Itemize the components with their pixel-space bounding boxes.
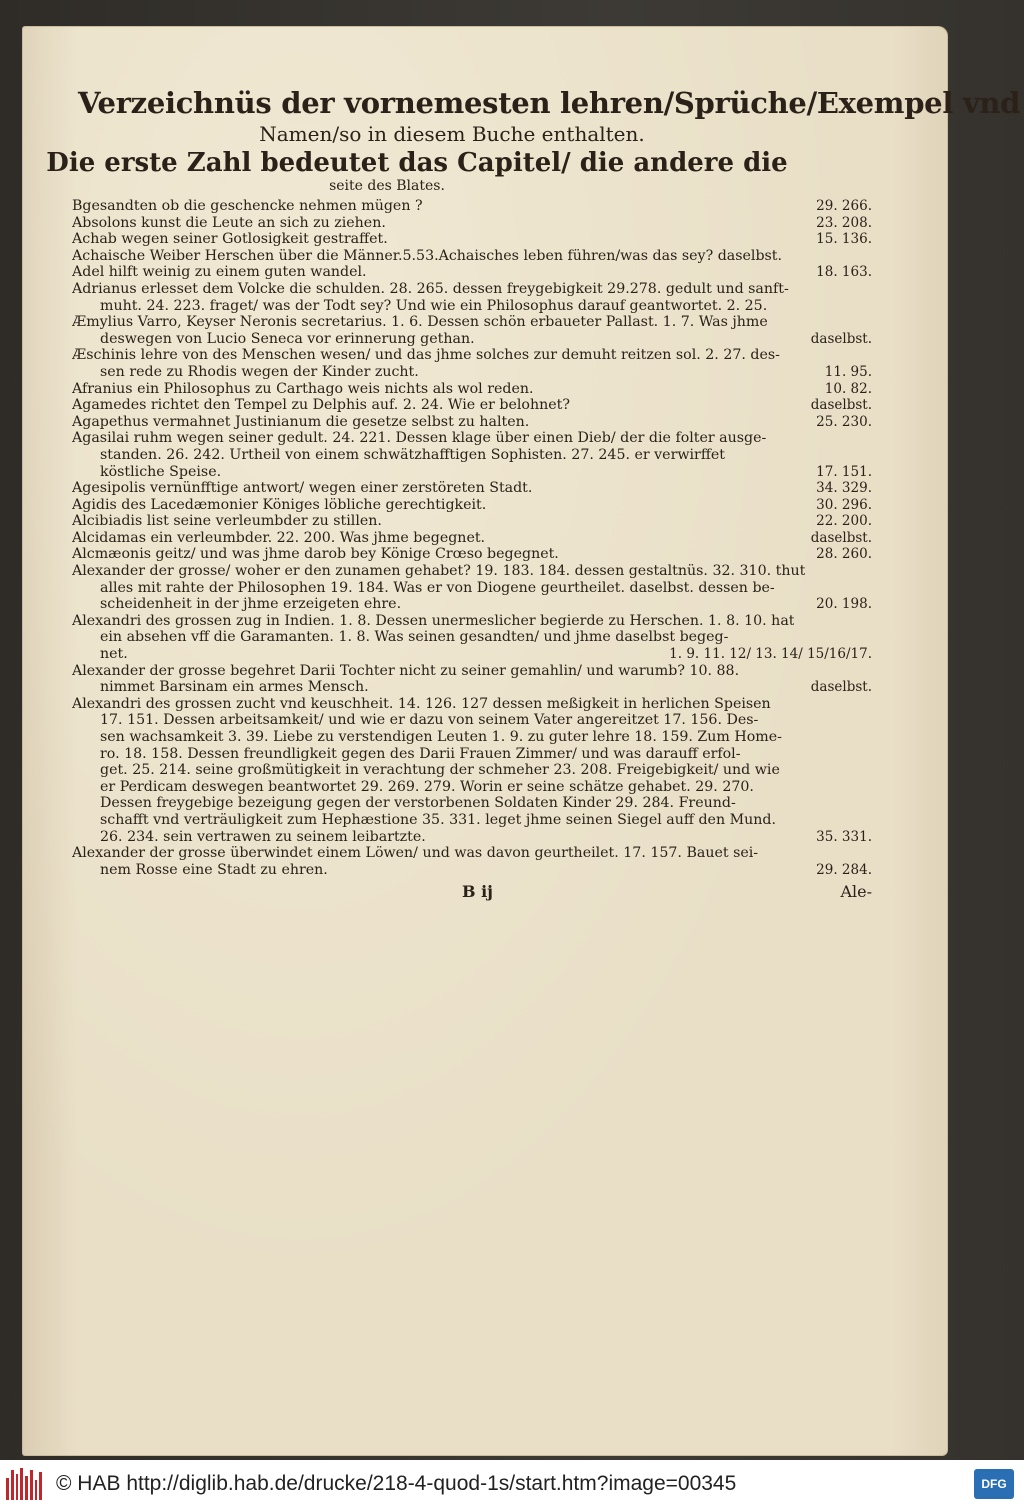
entry-line [72, 464, 872, 481]
entry-line [72, 331, 872, 348]
index-entry [72, 231, 872, 248]
entry-text: Alexander der grosse/ woher er den zunamen gehabet? 19. 183. 184. dessen gestaltnüs. 32. 310. thut [72, 563, 806, 580]
index-entry [72, 414, 872, 431]
entry-line [72, 563, 872, 580]
entry-line [72, 580, 872, 597]
entry-line [72, 513, 872, 530]
attribution-link[interactable]: © HAB http://diglib.hab.de/drucke/218-4-quod-1s/start.htm?image=00345 [56, 1472, 737, 1495]
index-entry [72, 397, 872, 414]
entry-line [72, 712, 872, 729]
entry-line [72, 231, 872, 248]
index-entry [72, 513, 872, 530]
entry-text: Alexandri des grossen zucht vnd keuschheit. 14. 126. 127 dessen meßigkeit in herlichen Speisen [72, 695, 771, 712]
entry-text: Bgesandten ob die geschencke nehmen mügen ? [72, 198, 423, 214]
index-entry [72, 497, 872, 514]
index-entry [72, 696, 872, 845]
index-entry [72, 546, 872, 563]
entry-reference: daselbst. [810, 397, 872, 414]
entry-text: Alcibiadis list seine verleumbder zu stillen. [72, 513, 382, 530]
entry-line [72, 795, 872, 812]
entry-line [72, 364, 872, 381]
entry-line [72, 663, 872, 680]
index-entry [72, 248, 872, 265]
entry-text: Adrianus erlesset dem Volcke die schulden. 28. 265. dessen freygebigkeit 29.278. gedult und sanft- [72, 280, 789, 297]
page-instruction: Die erste Zahl bedeutet das Capitel/ die andere die [46, 148, 788, 178]
index-entry [72, 314, 872, 347]
entry-reference: 28. 260. [816, 546, 872, 563]
index-entry [72, 215, 872, 232]
entry-line [72, 414, 872, 431]
entry-line [72, 264, 872, 281]
entry-reference: daselbst. [810, 529, 872, 546]
entry-text: Achaische Weiber Herschen über die Männer.5.53.Achaisches leben führen/was das sey? daselbst. [72, 247, 783, 264]
index-entry [72, 663, 872, 696]
entry-text: sen wachsamkeit 3. 39. Liebe zu verstendigen Leuten 1. 9. zu guter lehre 18. 159. Zum Home- [100, 729, 782, 745]
entry-line [72, 812, 872, 829]
entry-line [72, 546, 872, 563]
index-entry [72, 845, 872, 878]
entry-line [72, 762, 872, 779]
entry-text: köstliche Speise. [100, 463, 222, 480]
entry-text: deswegen von Lucio Seneca vor erinnerung gethan. [100, 330, 475, 347]
entry-text: ein absehen vff die Garamanten. 1. 8. Was seinen gesandten/ und jhme daselbst begeg- [100, 629, 729, 646]
entry-line [72, 281, 872, 298]
entry-reference: 29. 266. [816, 198, 872, 214]
entry-text: ro. 18. 158. Dessen freundligkeit gegen des Darii Frauen Zimmer/ und was darauff erfol- [100, 745, 741, 762]
entry-reference: 1. 9. 11. 12/ 13. 14/ 15/16/17. [669, 646, 872, 663]
entry-line [72, 215, 872, 232]
entry-line [72, 845, 872, 862]
entry-line [72, 779, 872, 796]
entry-reference: 17. 151. [816, 463, 872, 480]
entry-text: 26. 234. sein vertrawen zu seinem leibartzte. [100, 828, 426, 845]
entry-reference: 34. 329. [816, 480, 872, 497]
entry-text: get. 25. 214. seine großmütigkeit in verachtung der schmeher 23. 208. Freigebigkeit/ und wie [100, 762, 780, 779]
entry-text: 17. 151. Dessen arbeitsamkeit/ und wie er dazu von seinem Vater angereitzet 17. 156. Des- [100, 712, 759, 729]
index-entry [72, 281, 872, 314]
index-entry [72, 430, 872, 480]
entry-line [72, 397, 872, 414]
entry-line [72, 298, 872, 315]
entry-text: Agapethus vermahnet Justinianum die gesetze selbst zu halten. [72, 413, 530, 430]
dfg-logo-icon: DFG [974, 1469, 1014, 1499]
entry-text: alles mit rahte der Philosophen 19. 184. Was er von Diogene geurtheilet. daselbst. dessen be- [100, 579, 775, 596]
entry-text: muht. 24. 223. fraget/ was der Todt sey? Und wie ein Philosophus darauf geantwortet. 2. 25. [100, 297, 768, 314]
entry-reference: 22. 200. [816, 513, 872, 530]
entry-reference: 10. 82. [824, 380, 872, 397]
hab-logo-icon [6, 1468, 42, 1500]
entry-line [72, 829, 872, 846]
entry-line [72, 729, 872, 746]
entry-line [72, 430, 872, 447]
entry-line [72, 314, 872, 331]
entry-line [72, 198, 872, 215]
entry-reference: 29. 284. [816, 861, 872, 878]
page-instruction-cont: seite des Blates. [329, 178, 445, 194]
entry-line [72, 613, 872, 630]
entry-reference: 25. 230. [816, 413, 872, 430]
entry-text: schafft vnd verträuligkeit zum Hephæstione 35. 331. leget jhme seinen Siegel auff den Mund. [100, 811, 776, 828]
entry-text: Agidis des Lacedæmonier Königes löbliche gerechtigkeit. [72, 496, 487, 513]
entry-text: Æschinis lehre von des Menschen wesen/ und das jhme solches zur demuht reitzen sol. 2. 27. des- [72, 347, 780, 364]
signature-mark: B ij [462, 882, 493, 902]
entry-text: standen. 26. 242. Urtheil von einem schwätzhafftigen Sophisten. 27. 245. er verwirffet [100, 446, 726, 463]
entry-line [72, 862, 872, 879]
entry-text: er Perdicam deswegen beantwortet 29. 269. 279. Worin er seine schätze gehabet. 29. 270. [100, 778, 754, 795]
entry-line [72, 480, 872, 497]
book-page [22, 26, 1021, 1456]
entry-line [72, 447, 872, 464]
entry-text: sen rede zu Rhodis wegen der Kinder zucht. [100, 363, 419, 380]
index-entry [72, 563, 872, 613]
entry-line [72, 248, 872, 265]
entry-line [72, 497, 872, 514]
entry-text: Adel hilft weinig zu einem guten wandel. [72, 264, 367, 281]
entry-line [72, 679, 872, 696]
entry-reference: 11. 95. [824, 363, 872, 380]
entry-text: Alcmæonis geitz/ und was jhme darob bey Könige Crœso begegnet. [72, 546, 559, 563]
index-entry [72, 530, 872, 547]
entry-line [72, 646, 872, 663]
entry-text: net. [100, 646, 128, 663]
entry-reference: 18. 163. [816, 264, 872, 281]
entry-text: Æmylius Varro, Keyser Neronis secretarius. 1. 6. Dessen schön erbaueter Pallast. 1. 7. Was jhme [72, 314, 768, 331]
entry-text: nem Rosse eine Stadt zu ehren. [100, 861, 328, 878]
index-entry [72, 381, 872, 398]
index-entry [72, 198, 872, 215]
entry-reference: 35. 331. [816, 828, 872, 845]
entry-text: Absolons kunst die Leute an sich zu ziehen. [72, 214, 386, 231]
index-entries [72, 198, 872, 878]
page-content [46, 86, 1021, 902]
page-title: Verzeichnüs der vornemesten lehren/Sprüche/Exempel vnd [78, 86, 1021, 120]
index-entry [72, 480, 872, 497]
entry-reference: 20. 198. [816, 596, 872, 613]
entry-line [72, 530, 872, 547]
entry-line [72, 746, 872, 763]
entry-reference: 23. 208. [816, 214, 872, 231]
entry-line [72, 629, 872, 646]
page-footer [72, 882, 872, 901]
entry-text: Agamedes richtet den Tempel zu Delphis auf. 2. 24. Wie er belohnet? [72, 397, 570, 414]
entry-text: Alexandri des grossen zug in Indien. 1. 8. Dessen unermeslicher begierde zu Herschen. 1. 8. 10. hat [72, 612, 795, 629]
entry-text: Achab wegen seiner Gotlosigkeit gestraffet. [72, 231, 388, 248]
entry-text: Alexander der grosse begehret Darii Tochter nicht zu seiner gemahlin/ und warumb? 10. 88. [72, 662, 740, 679]
page-subtitle: Namen/so in diesem Buche enthalten. [259, 122, 645, 146]
catchword: Ale- [840, 882, 872, 902]
entry-text: nimmet Barsinam ein armes Mensch. [100, 679, 369, 696]
entry-text: Alcidamas ein verleumbder. 22. 200. Was jhme begegnet. [72, 529, 486, 546]
entry-reference: 30. 296. [816, 496, 872, 513]
entry-text: scheidenheit in der jhme erzeigeten ehre. [100, 596, 402, 613]
entry-line [72, 696, 872, 713]
index-entry [72, 347, 872, 380]
index-entry [72, 613, 872, 663]
entry-line [72, 347, 872, 364]
entry-reference: daselbst. [810, 330, 872, 347]
entry-reference: daselbst. [810, 679, 872, 696]
entry-text: Agesipolis vernünfftige antwort/ wegen einer zerstöreten Stadt. [72, 480, 533, 497]
index-entry [72, 264, 872, 281]
entry-text: Dessen freygebige bezeigung gegen der verstorbenen Soldaten Kinder 29. 284. Freund- [100, 795, 736, 812]
entry-reference: 15. 136. [816, 231, 872, 248]
entry-text: Agasilai ruhm wegen seiner gedult. 24. 221. Dessen klage über einen Dieb/ der die folter ausge- [72, 430, 767, 447]
entry-text: Afranius ein Philosophus zu Carthago weis nichts als wol reden. [72, 380, 534, 397]
entry-text: Alexander der grosse überwindet einem Löwen/ und was davon geurtheilet. 17. 157. Bauet sei- [72, 845, 759, 862]
entry-line [72, 381, 872, 398]
entry-line [72, 596, 872, 613]
attribution-bar [0, 1460, 1024, 1508]
